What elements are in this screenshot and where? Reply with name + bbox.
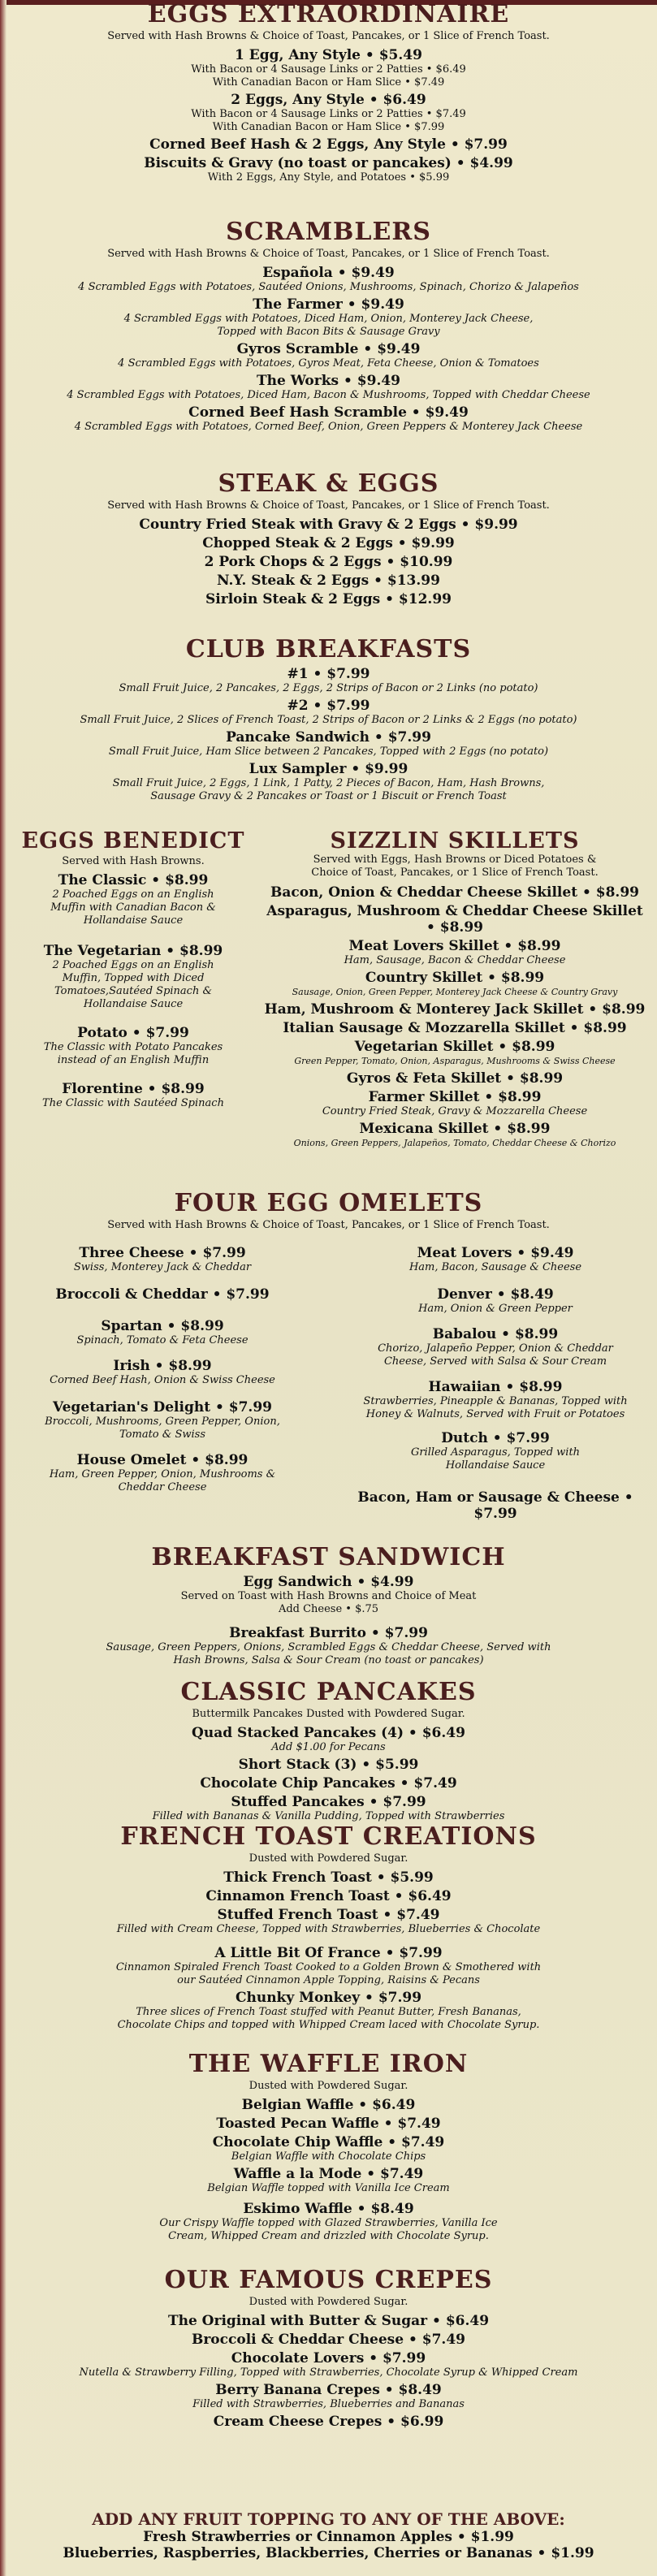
section-title: SIZZLIN SKILLETS <box>330 828 580 854</box>
item-desc: Small Fruit Juice, 2 Pancakes, 2 Eggs, 2 Strips of Bacon or 2 Links (no potato) <box>119 682 538 694</box>
menu-item: Meat Lovers Skillet • $8.99 <box>348 938 561 954</box>
item-desc: Hollandaise Sauce <box>83 998 184 1010</box>
menu-item: 2 Pork Chops & 2 Eggs • $10.99 <box>204 554 453 570</box>
item-note: With Bacon or 4 Sausage Links or 2 Patties • $6.49 <box>191 63 466 76</box>
menu-item: #1 • $7.99 <box>287 666 370 682</box>
menu-item: Eskimo Waffle • $8.49 <box>243 2201 414 2217</box>
menu-item: Vegetarian's Delight • $7.99 <box>52 1399 272 1416</box>
section-eggs-benedict <box>11 828 255 1110</box>
menu-item: The Original with Butter & Sugar • $6.49 <box>167 2313 490 2329</box>
item-desc: Small Fruit Juice, 2 Eggs, 1 Link, 1 Patty, 2 Pieces of Bacon, Ham, Hash Browns, <box>112 777 545 789</box>
section-title: SCRAMBLERS <box>226 218 431 246</box>
menu-item: #2 • $7.99 <box>287 698 370 714</box>
menu-item: Mexicana Skillet • $8.99 <box>359 1121 551 1137</box>
item-desc: Broccoli, Mushrooms, Green Pepper, Onion, <box>45 1416 280 1428</box>
menu-item: Bacon, Ham or Sausage & Cheese • $7.99 <box>357 1489 633 1522</box>
section-french-toast <box>0 1822 657 2032</box>
item-desc: Nutella & Strawberry Filling, Topped with Strawberries, Chocolate Syrup & Whipped Cream <box>79 2366 578 2379</box>
item-desc: Honey & Walnuts, Served with Fruit or Potatoes <box>365 1408 625 1420</box>
item-desc: 4 Scrambled Eggs with Potatoes, Diced Ham, Bacon & Mushrooms, Topped with Cheddar Cheese <box>67 389 590 401</box>
item-desc: Country Fried Steak, Gravy & Mozzarella Cheese <box>322 1105 588 1117</box>
menu-item: Country Skillet • $8.99 <box>365 970 545 986</box>
item-note: With Bacon or 4 Sausage Links or 2 Patties • $7.49 <box>191 108 466 120</box>
menu-item: Gyros & Feta Skillet • $8.99 <box>346 1070 564 1087</box>
section-scramblers <box>0 218 657 434</box>
menu-item: Corned Beef Hash & 2 Eggs, Any Style • $7.99 <box>149 136 508 153</box>
section-sub: Served with Hash Browns. <box>62 855 205 867</box>
item-desc: Sausage Gravy & 2 Pancakes or Toast or 1 Biscuit or French Toast <box>150 790 507 802</box>
menu-item: Country Fried Steak with Gravy & 2 Eggs • $9.99 <box>139 516 518 533</box>
section-waffle-iron <box>0 2050 657 2243</box>
item-desc: 4 Scrambled Eggs with Potatoes, Sautéed Onions, Mushrooms, Spinach, Chorizo & Jalapeños <box>78 281 579 293</box>
menu-item: Pancake Sandwich • $7.99 <box>226 729 431 746</box>
menu-item: Italian Sausage & Mozzarella Skillet • $8.99 <box>283 1020 627 1036</box>
item-desc: Small Fruit Juice, Ham Slice between 2 Pancakes, Topped with 2 Eggs (no potato) <box>108 746 549 758</box>
item-desc: Strawberries, Pineapple & Bananas, Topped with <box>363 1395 628 1407</box>
menu-item: Belgian Waffle • $6.49 <box>241 2097 416 2113</box>
item-desc: Filled with Strawberries, Blueberries and Bananas <box>192 2398 465 2410</box>
section-title: STEAK & EGGS <box>218 469 439 498</box>
menu-item: Broccoli & Cheddar Cheese • $7.49 <box>191 2332 466 2348</box>
item-desc: The Classic with Sautéed Spinach <box>42 1097 224 1109</box>
item-desc: instead of an English Muffin <box>57 1054 210 1066</box>
section-title: THE WAFFLE IRON <box>188 2050 469 2078</box>
section-title: BREAKFAST SANDWICH <box>151 1543 506 1571</box>
item-note: Served on Toast with Hash Browns and Choice of Meat <box>180 1590 477 1602</box>
section-four-egg-omelets <box>0 1189 657 1236</box>
menu-item: Short Stack (3) • $5.99 <box>238 1757 419 1773</box>
menu-item: Española • $9.49 <box>262 265 395 281</box>
menu-item: Three Cheese • $7.99 <box>79 1245 246 1261</box>
menu-item: Vegetarian Skillet • $8.99 <box>354 1039 555 1055</box>
item-desc: Ham, Sausage, Bacon & Cheddar Cheese <box>344 954 566 966</box>
item-desc: Add $1.00 for Pecans <box>271 1741 386 1753</box>
section-title: CLUB BREAKFASTS <box>185 635 472 663</box>
item-desc: Corned Beef Hash, Onion & Swiss Cheese <box>50 1374 275 1386</box>
menu-item: A Little Bit Of France • $7.99 <box>214 1945 443 1961</box>
section-sub: Dusted with Powdered Sugar. <box>249 1852 408 1865</box>
menu-item: Egg Sandwich • $4.99 <box>243 1574 414 1590</box>
menu-item: 1 Egg, Any Style • $5.49 <box>235 47 422 63</box>
menu-item: The Works • $9.49 <box>256 373 401 389</box>
menu-item: The Farmer • $9.49 <box>253 296 404 313</box>
menu-item: Potato • $7.99 <box>77 1025 189 1041</box>
item-desc: The Classic with Potato Pancakes <box>43 1041 223 1053</box>
menu-item: Blueberries, Raspberries, Blackberries, Cherries or Bananas • $1.99 <box>63 2545 594 2561</box>
item-desc: Tomato & Swiss <box>119 1428 205 1441</box>
section-sub: Served with Hash Browns & Choice of Toast, Pancakes, or 1 Slice of French Toast. <box>107 30 550 42</box>
item-note: With 2 Eggs, Any Style, and Potatoes • $5.99 <box>207 171 450 184</box>
item-desc: Spinach, Tomato & Feta Cheese <box>76 1334 249 1346</box>
item-note: Add Cheese • $.75 <box>278 1603 379 1615</box>
menu-item: Meat Lovers • $9.49 <box>417 1245 574 1261</box>
omelets-left-column <box>8 1243 317 1494</box>
menu-item: Asparagus, Mushroom & Cheddar Cheese Skillet • $8.99 <box>266 903 643 936</box>
menu-item: The Vegetarian • $8.99 <box>43 943 223 959</box>
section-sub: Dusted with Powdered Sugar. <box>249 2296 408 2308</box>
item-desc: Swiss, Monterey Jack & Cheddar <box>73 1261 252 1273</box>
item-desc: Onions, Green Peppers, Jalapeños, Tomato, Cheddar Cheese & Chorizo <box>293 1138 616 1148</box>
item-desc: 2 Poached Eggs on an English <box>52 959 214 971</box>
menu-item: Chunky Monkey • $7.99 <box>235 1990 422 2006</box>
item-desc: Muffin with Canadian Bacon & <box>50 901 216 914</box>
menu-item: Quad Stacked Pancakes (4) • $6.49 <box>192 1725 465 1741</box>
menu-item: Hawaiian • $8.99 <box>428 1379 563 1395</box>
section-sub: Served with Hash Browns & Choice of Toast, Pancakes, or 1 Slice of French Toast. <box>107 499 550 512</box>
menu-item: Irish • $8.99 <box>113 1358 212 1374</box>
menu-item: Spartan • $8.99 <box>101 1318 224 1334</box>
menu-item: Corned Beef Hash Scramble • $9.49 <box>188 404 469 421</box>
item-desc: 4 Scrambled Eggs with Potatoes, Diced Ham, Onion, Monterey Jack Cheese, <box>123 313 534 325</box>
menu-item: The Classic • $8.99 <box>58 872 209 888</box>
section-sub: Served with Hash Browns & Choice of Toast, Pancakes, or 1 Slice of French Toast. <box>107 248 550 260</box>
menu-item: Florentine • $8.99 <box>62 1081 205 1097</box>
item-desc: Muffin, Topped with Diced <box>62 972 205 984</box>
menu-item: Waffle a la Mode • $7.49 <box>233 2166 424 2182</box>
menu-item: Farmer Skillet • $8.99 <box>368 1089 542 1105</box>
menu-item: Bacon, Onion & Cheddar Cheese Skillet • $8.99 <box>270 884 639 901</box>
item-desc: Chorizo, Jalapeño Pepper, Onion & Cheddar <box>378 1342 613 1355</box>
item-desc: Cheddar Cheese <box>118 1481 207 1493</box>
item-desc: Filled with Cream Cheese, Topped with Strawberries, Blueberries & Chocolate <box>116 1923 541 1935</box>
item-desc: Belgian Waffle with Chocolate Chips <box>231 2150 426 2163</box>
item-desc: our Sautéed Cinnamon Apple Topping, Raisins & Pecans <box>177 1974 480 1986</box>
section-title: FOUR EGG OMELETS <box>174 1189 483 1217</box>
item-desc: Three slices of French Toast stuffed with Peanut Butter, Fresh Bananas, <box>136 2006 521 2018</box>
item-desc: Hollandaise Sauce <box>83 914 184 927</box>
menu-item: 2 Eggs, Any Style • $6.49 <box>231 92 426 108</box>
menu-item: Berry Banana Crepes • $8.49 <box>215 2382 442 2398</box>
item-desc: Sausage, Green Peppers, Onions, Scrambled Eggs & Cheddar Cheese, Served with <box>106 1641 551 1653</box>
section-crepes <box>0 2266 657 2430</box>
menu-item: Cream Cheese Crepes • $6.99 <box>213 2414 444 2430</box>
menu-item: Stuffed Pancakes • $7.99 <box>231 1794 426 1810</box>
section-title: OUR FAMOUS CREPES <box>164 2266 493 2294</box>
item-desc: Green Pepper, Tomato, Onion, Asparagus, Mushrooms & Swiss Cheese <box>294 1056 616 1066</box>
menu-item: Dutch • $7.99 <box>441 1430 550 1446</box>
menu-item: Toasted Pecan Waffle • $7.49 <box>216 2116 441 2132</box>
menu-item: Denver • $8.49 <box>437 1286 554 1303</box>
menu-item: N.Y. Steak & 2 Eggs • $13.99 <box>217 573 440 589</box>
item-note: With Canadian Bacon or Ham Slice • $7.49 <box>212 76 445 89</box>
menu-item: Stuffed French Toast • $7.49 <box>217 1907 440 1923</box>
menu-item: Cinnamon French Toast • $6.49 <box>205 1888 452 1904</box>
menu-item: Lux Sampler • $9.99 <box>249 761 408 777</box>
menu-item: Fresh Strawberries or Cinnamon Apples • $1.99 <box>143 2529 514 2545</box>
item-desc: Hollandaise Sauce <box>445 1459 546 1472</box>
section-sub: Buttermilk Pancakes Dusted with Powdered Sugar. <box>192 1708 465 1720</box>
item-desc: Cream, Whipped Cream and drizzled with Chocolate Syrup. <box>168 2230 489 2242</box>
item-desc: Filled with Bananas & Vanilla Pudding, Topped with Strawberries <box>152 1810 505 1822</box>
item-desc: Ham, Bacon, Sausage & Cheese <box>408 1261 582 1273</box>
section-sub: Dusted with Powdered Sugar. <box>249 2080 408 2092</box>
menu-item: Biscuits & Gravy (no toast or pancakes) • $4.99 <box>144 155 513 171</box>
item-desc: Hash Browns, Salsa & Sour Cream (no toast or pancakes) <box>173 1654 484 1666</box>
item-desc: Our Crispy Waffle topped with Glazed Strawberries, Vanilla Ice <box>159 2217 498 2229</box>
section-eggs-extraordinaire <box>0 0 657 184</box>
menu-item: Chocolate Chip Pancakes • $7.49 <box>200 1775 457 1792</box>
section-steak-eggs <box>0 469 657 607</box>
section-title: FRENCH TOAST CREATIONS <box>120 1822 537 1851</box>
menu-item: Ham, Mushroom & Monterey Jack Skillet • $8.99 <box>264 1001 646 1018</box>
menu-item: Babalou • $8.99 <box>432 1326 559 1342</box>
section-sizzlin-skillets <box>260 828 650 1150</box>
item-desc: Ham, Green Pepper, Onion, Mushrooms & <box>49 1468 276 1480</box>
menu-item: Chopped Steak & 2 Eggs • $9.99 <box>202 535 455 551</box>
section-sub: Served with Eggs, Hash Browns or Diced Potatoes & <box>313 854 597 866</box>
menu-item: Chocolate Lovers • $7.99 <box>231 2350 426 2366</box>
item-desc: 2 Poached Eggs on an English <box>52 888 214 901</box>
item-desc: 4 Scrambled Eggs with Potatoes, Gyros Meat, Feta Cheese, Onion & Tomatoes <box>118 357 539 370</box>
section-sub: Choice of Toast, Pancakes, or 1 Slice of French Toast. <box>311 867 599 879</box>
item-desc: Sausage, Onion, Green Pepper, Monterey Jack Cheese & Country Gravy <box>292 987 618 997</box>
section-fruit-topping <box>0 2509 657 2561</box>
section-title: EGGS BENEDICT <box>21 828 245 854</box>
section-title: CLASSIC PANCAKES <box>180 1678 477 1706</box>
item-desc: Chocolate Chips and topped with Whipped Cream laced with Chocolate Syrup. <box>117 2019 540 2031</box>
menu-item: Breakfast Burrito • $7.99 <box>229 1625 428 1641</box>
item-note: With Canadian Bacon or Ham Slice • $7.99 <box>212 121 445 133</box>
section-classic-pancakes <box>0 1678 657 1823</box>
item-desc: 4 Scrambled Eggs with Potatoes, Corned Beef, Onion, Green Peppers & Monterey Jack Cheese <box>74 421 583 433</box>
menu-item: House Omelet • $8.99 <box>76 1452 249 1468</box>
menu-item: Sirloin Steak & 2 Eggs • $12.99 <box>205 591 452 607</box>
item-desc: Tomatoes,Sautéed Spinach & <box>54 985 213 997</box>
section-title: ADD ANY FRUIT TOPPING TO ANY OF THE ABOVE: <box>92 2509 565 2529</box>
item-desc: Cheese, Served with Salsa & Sour Cream <box>383 1355 607 1368</box>
item-desc: Belgian Waffle topped with Vanilla Ice Cream <box>207 2182 450 2194</box>
menu-item: Broccoli & Cheddar • $7.99 <box>55 1286 270 1303</box>
section-title: EGGS EXTRAORDINAIRE <box>147 0 510 28</box>
menu-item: Chocolate Chip Waffle • $7.49 <box>212 2134 445 2150</box>
item-desc: Grilled Asparagus, Topped with <box>410 1446 581 1459</box>
item-desc: Topped with Bacon Bits & Sausage Gravy <box>217 326 440 338</box>
section-club-breakfasts <box>0 635 657 803</box>
omelets-right-column <box>341 1243 650 1522</box>
menu-item: Thick French Toast • $5.99 <box>223 1869 434 1886</box>
menu-item: Gyros Scramble • $9.49 <box>236 341 421 357</box>
item-desc: Ham, Onion & Green Pepper <box>418 1303 573 1315</box>
section-sub: Served with Hash Browns & Choice of Toast, Pancakes, or 1 Slice of French Toast. <box>107 1219 550 1231</box>
section-breakfast-sandwich <box>0 1543 657 1667</box>
item-desc: Cinnamon Spiraled French Toast Cooked to a Golden Brown & Smothered with <box>115 1961 542 1973</box>
item-desc: Small Fruit Juice, 2 Slices of French Toast, 2 Strips of Bacon or 2 Links & 2 Eggs (no potato) <box>80 714 577 726</box>
